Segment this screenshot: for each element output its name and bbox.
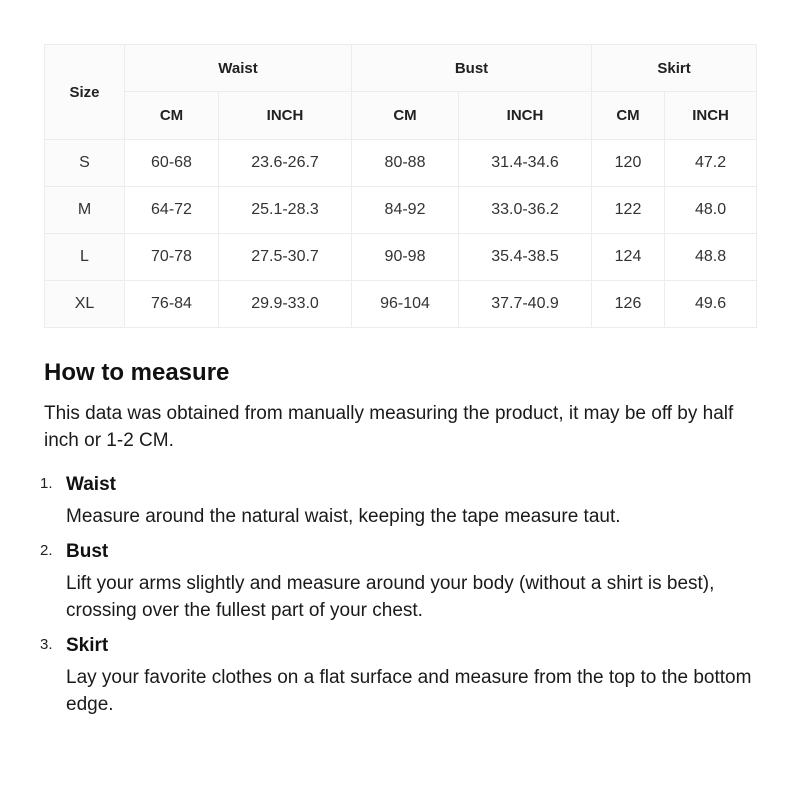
waist-cm-cell: 70-78	[125, 234, 219, 281]
size-cell: M	[45, 187, 125, 234]
skirt-inch-cell: 48.0	[665, 187, 757, 234]
waist-inch-cell: 27.5-30.7	[219, 234, 352, 281]
bust-cm-cell: 84-92	[352, 187, 459, 234]
step-title: Bust	[66, 541, 109, 562]
waist-inch-header: INCH	[219, 92, 352, 140]
size-cell: L	[45, 234, 125, 281]
bust-cm-cell: 80-88	[352, 140, 459, 187]
size-cell: XL	[45, 281, 125, 328]
waist-group-header: Waist	[125, 45, 352, 92]
waist-cm-cell: 64-72	[125, 187, 219, 234]
bust-cm-cell: 90-98	[352, 234, 459, 281]
size-chart-table	[44, 44, 757, 328]
waist-inch-cell: 29.9-33.0	[219, 281, 352, 328]
size-header: Size	[45, 45, 125, 140]
how-to-measure-section	[40, 356, 764, 726]
measure-steps-list	[40, 471, 764, 718]
skirt-inch-cell: 48.8	[665, 234, 757, 281]
waist-inch-cell: 23.6-26.7	[219, 140, 352, 187]
bust-inch-cell: 33.0-36.2	[459, 187, 592, 234]
step-number: 1.	[40, 475, 53, 492]
skirt-group-header: Skirt	[592, 45, 757, 92]
step-title: Skirt	[66, 635, 109, 656]
skirt-cm-cell: 122	[592, 187, 665, 234]
table-row	[45, 187, 757, 234]
skirt-cm-cell: 126	[592, 281, 665, 328]
intro-text: This data was obtained from manually measuring the product, it may be off by half inch or 1-2 CM.	[44, 403, 734, 451]
waist-cm-cell: 76-84	[125, 281, 219, 328]
list-item	[40, 538, 764, 624]
waist-cm-cell: 60-68	[125, 140, 219, 187]
size-cell: S	[45, 140, 125, 187]
step-title: Waist	[66, 474, 116, 495]
skirt-cm-cell: 120	[592, 140, 665, 187]
waist-cm-header: CM	[125, 92, 219, 140]
bust-inch-cell: 31.4-34.6	[459, 140, 592, 187]
bust-inch-header: INCH	[459, 92, 592, 140]
step-number: 3.	[40, 636, 53, 653]
step-text: Lift your arms slightly and measure around your body (without a shirt is best), crossing over the fullest part of your chest.	[66, 573, 715, 621]
step-number: 2.	[40, 542, 53, 559]
step-text: Lay your favorite clothes on a flat surface and measure from the top to the bottom edge.	[66, 667, 752, 715]
group-header-row	[45, 45, 757, 92]
section-title: How to measure	[44, 359, 230, 386]
list-item	[40, 471, 764, 530]
list-item	[40, 632, 764, 718]
bust-inch-cell: 35.4-38.5	[459, 234, 592, 281]
skirt-cm-header: CM	[592, 92, 665, 140]
skirt-inch-header: INCH	[665, 92, 757, 140]
table-row	[45, 140, 757, 187]
table-row	[45, 234, 757, 281]
bust-cm-cell: 96-104	[352, 281, 459, 328]
table-row	[45, 281, 757, 328]
skirt-inch-cell: 47.2	[665, 140, 757, 187]
bust-group-header: Bust	[352, 45, 592, 92]
bust-inch-cell: 37.7-40.9	[459, 281, 592, 328]
skirt-inch-cell: 49.6	[665, 281, 757, 328]
bust-cm-header: CM	[352, 92, 459, 140]
step-text: Measure around the natural waist, keeping the tape measure taut.	[66, 506, 621, 527]
skirt-cm-cell: 124	[592, 234, 665, 281]
waist-inch-cell: 25.1-28.3	[219, 187, 352, 234]
unit-header-row	[45, 92, 757, 140]
